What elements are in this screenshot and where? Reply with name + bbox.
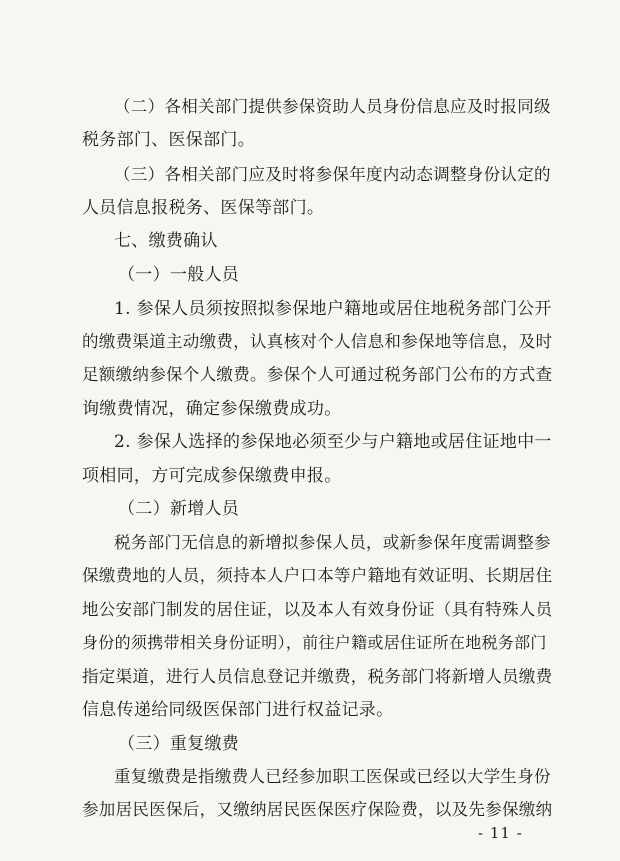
paragraph-line-2: 税务部门、医保部门。 [82, 130, 255, 150]
paragraph-line-1: （二）各相关部门提供参保资助人员身份信息应及时报同级 [114, 97, 551, 116]
paragraph-line-3: （三）各相关部门应及时将参保年度内动态调整身份认定的 [114, 165, 551, 184]
paragraph-line-7: 1. 参保人员须按照拟参保地户籍地或居住地税务部门公开 [114, 299, 552, 319]
paragraph-line-17: 身份的须携带相关身份证明），前往户籍或居住证所在地税务部门 [82, 633, 547, 652]
subheading-duplicate-payment: （三）重复缴费 [118, 734, 240, 754]
paragraph-line-18: 指定渠道，进行人员信息登记并缴费，税务部门将新增人员缴费 [82, 667, 553, 686]
paragraph-line-4: 人员信息报税务、医保等部门。 [82, 198, 325, 218]
paragraph-line-16: 地公安部门制发的居住证，以及本人有效身份证（具有特殊人员 [82, 600, 553, 619]
subheading-new-personnel: （二）新增人员 [118, 499, 240, 519]
paragraph-line-10: 询缴费情况，确定参保缴费成功。 [82, 399, 342, 419]
paragraph-line-12: 项相同，方可完成参保缴费申报。 [82, 466, 342, 486]
paragraph-line-14: 税务部门无信息的新增拟参保人员，或新参保年度需调整参 [114, 533, 551, 552]
paragraph-line-8: 的缴费渠道主动缴费，认真核对个人信息和参保地等信息，及时 [82, 332, 553, 351]
paragraph-line-15: 保缴费地的人员，须持本人户口本等户籍地有效证明、长期居住 [82, 566, 553, 585]
section-heading-7: 七、缴费确认 [114, 231, 218, 251]
subheading-general-personnel: （一）一般人员 [118, 265, 240, 285]
paragraph-line-19: 信息传递给同级医保部门进行权益记录。 [82, 700, 394, 720]
paragraph-line-21: 重复缴费是指缴费人已经参加职工医保或已经以大学生身份 [114, 767, 551, 786]
paragraph-line-11: 2. 参保人选择的参保地必须至少与户籍地或居住证地中一 [114, 432, 552, 452]
paragraph-line-22: 参加居民医保后，又缴纳居民医保医疗保险费，以及先参保缴纳 [82, 800, 553, 819]
page-number: - 11 - [478, 824, 523, 842]
paragraph-line-9: 足额缴纳参保个人缴费。参保个人可通过税务部门公布的方式查 [82, 365, 553, 384]
